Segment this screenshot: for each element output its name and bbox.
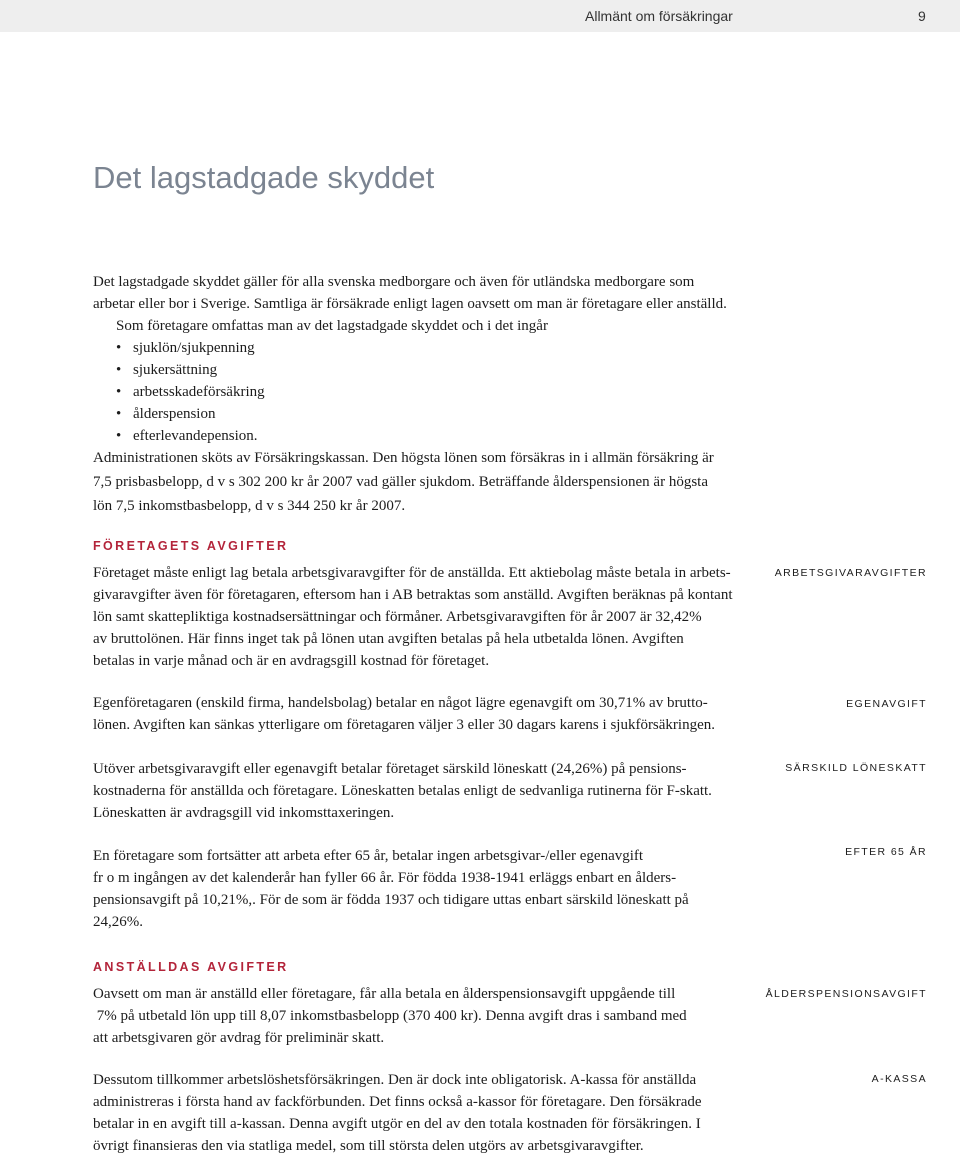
paragraph-efter-65-ar xyxy=(93,845,733,933)
list-item-label: sjuklön/sjukpenning xyxy=(133,340,255,356)
paragraph-line: pensionsavgift på 10,21%,. För de som är födda 1937 och tidigare uttas enbart särskild löneskatt på xyxy=(93,892,689,908)
intro-line: 7,5 prisbasbelopp, d v s 302 200 kr år 2007 vad gäller sjukdom. Beträffande ålderspensionen är högsta xyxy=(93,474,708,490)
intro-line: Administrationen sköts av Försäkringskassan. Den högsta lönen som försäkras in i allmän försäkring är xyxy=(93,450,714,466)
paragraph-sarskild-loneskatt xyxy=(93,758,733,824)
paragraph-line: Dessutom tillkommer arbetslöshetsförsäkringen. Den är dock inte obligatorisk. A-kassa för anställda xyxy=(93,1072,697,1088)
paragraph-arbetsgivaravgifter xyxy=(93,562,733,672)
intro-line: Som företagare omfattas man av det lagstadgade skyddet och i det ingår xyxy=(116,318,548,334)
paragraph-line: Egenföretagaren (enskild firma, handelsbolag) betalar en något lägre egenavgift om 30,71% av brutto- xyxy=(93,695,708,711)
list-item-label: efterlevandepension. xyxy=(133,428,258,444)
intro-line: Det lagstadgade skyddet gäller för alla svenska medborgare och även för utländska medborgare som xyxy=(93,274,695,290)
margin-label-arbetsgivaravgifter: ARBETSGIVARAVGIFTER xyxy=(774,567,927,579)
page-number: 9 xyxy=(918,8,926,24)
list-item xyxy=(93,403,773,425)
running-header-title: Allmänt om försäkringar xyxy=(585,8,733,24)
page-title: Det lagstadgade skyddet xyxy=(93,160,435,195)
margin-label-alderspensionsavgift: ÅLDERSPENSIONSAVGIFT xyxy=(765,988,927,1000)
list-item xyxy=(93,381,773,403)
margin-label-egenavgift: EGENAVGIFT xyxy=(846,698,927,710)
list-item xyxy=(93,359,773,381)
intro-line: lön 7,5 inkomstbasbelopp, d v s 344 250 kr år 2007. xyxy=(93,498,406,514)
section-heading-anstalldas-avgifter: ANSTÄLLDAS AVGIFTER xyxy=(93,960,289,974)
paragraph-line: administreras i första hand av fackförbunden. Det finns också a-kassor för företagare. Den försäkrade xyxy=(93,1094,702,1110)
paragraph-line: fr o m ingången av det kalenderår han fyller 66 år. För födda 1938-1941 erläggs enbart en ålders- xyxy=(93,870,677,886)
paragraph-a-kassa xyxy=(93,1069,733,1157)
paragraph-line: betalar in en avgift till a-kassan. Denna avgift utgör en del av den totala kostnaden för försäkringen. I xyxy=(93,1116,701,1132)
paragraph-egenavgift xyxy=(93,692,733,736)
paragraph-line: Löneskatten är avdragsgill vid inkomsttaxeringen. xyxy=(93,805,395,821)
margin-label-efter-65-ar: EFTER 65 ÅR xyxy=(845,846,927,858)
paragraph-line: övrigt finansieras den via statliga medel, som till största delen utgörs av arbetsgivaravgifter. xyxy=(93,1138,644,1154)
paragraph-line: Utöver arbetsgivaravgift eller egenavgift betalar företaget särskild löneskatt (24,26%) på pensions- xyxy=(93,761,687,777)
paragraph-line: kostnaderna för anställda och företagare. Löneskatten betalas enligt de sedvanliga rutinerna för F-skatt. xyxy=(93,783,712,799)
list-item-label: arbetsskadeförsäkring xyxy=(133,384,265,400)
list-item xyxy=(93,425,773,447)
page-header xyxy=(0,0,960,32)
paragraph-line: givaravgifter även för företagaren, eftersom han i AB betraktas som anställd. Avgiften beräknas på kontant xyxy=(93,587,733,603)
bullet-icon: • xyxy=(116,406,122,422)
intro-block xyxy=(93,271,773,517)
paragraph-alderspensionsavgift xyxy=(93,983,733,1049)
paragraph-line: betalas in varje månad och är en avdragsgill kostnad för företaget. xyxy=(93,653,490,669)
paragraph-line: 7% på utbetald lön upp till 8,07 inkomstbasbelopp (370 400 kr). Denna avgift dras i samband med xyxy=(93,1008,687,1024)
paragraph-line: av bruttolönen. Här finns inget tak på lönen utan avgiften betalas på hela utbetalda lönen. Avgiften xyxy=(93,631,684,647)
paragraph-line: En företagare som fortsätter att arbeta efter 65 år, betalar ingen arbetsgivar-/eller egenavgift xyxy=(93,848,644,864)
paragraph-line: Företaget måste enligt lag betala arbetsgivaravgifter för de anställda. Ett aktiebolag måste betala in arbets- xyxy=(93,565,731,581)
margin-label-a-kassa: A-KASSA xyxy=(871,1073,927,1085)
bullet-icon: • xyxy=(116,384,122,400)
list-item xyxy=(93,337,773,359)
coverage-list xyxy=(93,337,773,447)
bullet-icon: • xyxy=(116,362,122,378)
margin-label-sarskild-loneskatt: SÄRSKILD LÖNESKATT xyxy=(785,762,927,774)
paragraph-line: att arbetsgivaren gör avdrag för preliminär skatt. xyxy=(93,1030,385,1046)
paragraph-line: Oavsett om man är anställd eller företagare, får alla betala en ålderspensionsavgift uppgående till xyxy=(93,986,676,1002)
paragraph-line: 24,26%. xyxy=(93,914,143,930)
section-heading-foretagets-avgifter: FÖRETAGETS AVGIFTER xyxy=(93,539,289,553)
list-item-label: ålderspension xyxy=(133,406,216,422)
paragraph-line: lön samt skattepliktiga kostnadsersättningar och förmåner. Arbetsgivaravgiften för år 2007 är 32,42% xyxy=(93,609,702,625)
bullet-icon: • xyxy=(116,340,122,356)
list-item-label: sjukersättning xyxy=(133,362,218,378)
paragraph-line: lönen. Avgiften kan sänkas ytterligare om företagaren väljer 3 eller 30 dagars karens i sjukförsäkringen. xyxy=(93,717,716,733)
bullet-icon: • xyxy=(116,428,122,444)
intro-line: arbetar eller bor i Sverige. Samtliga är försäkrade enligt lagen oavsett om man är företagare eller anställd. xyxy=(93,296,727,312)
